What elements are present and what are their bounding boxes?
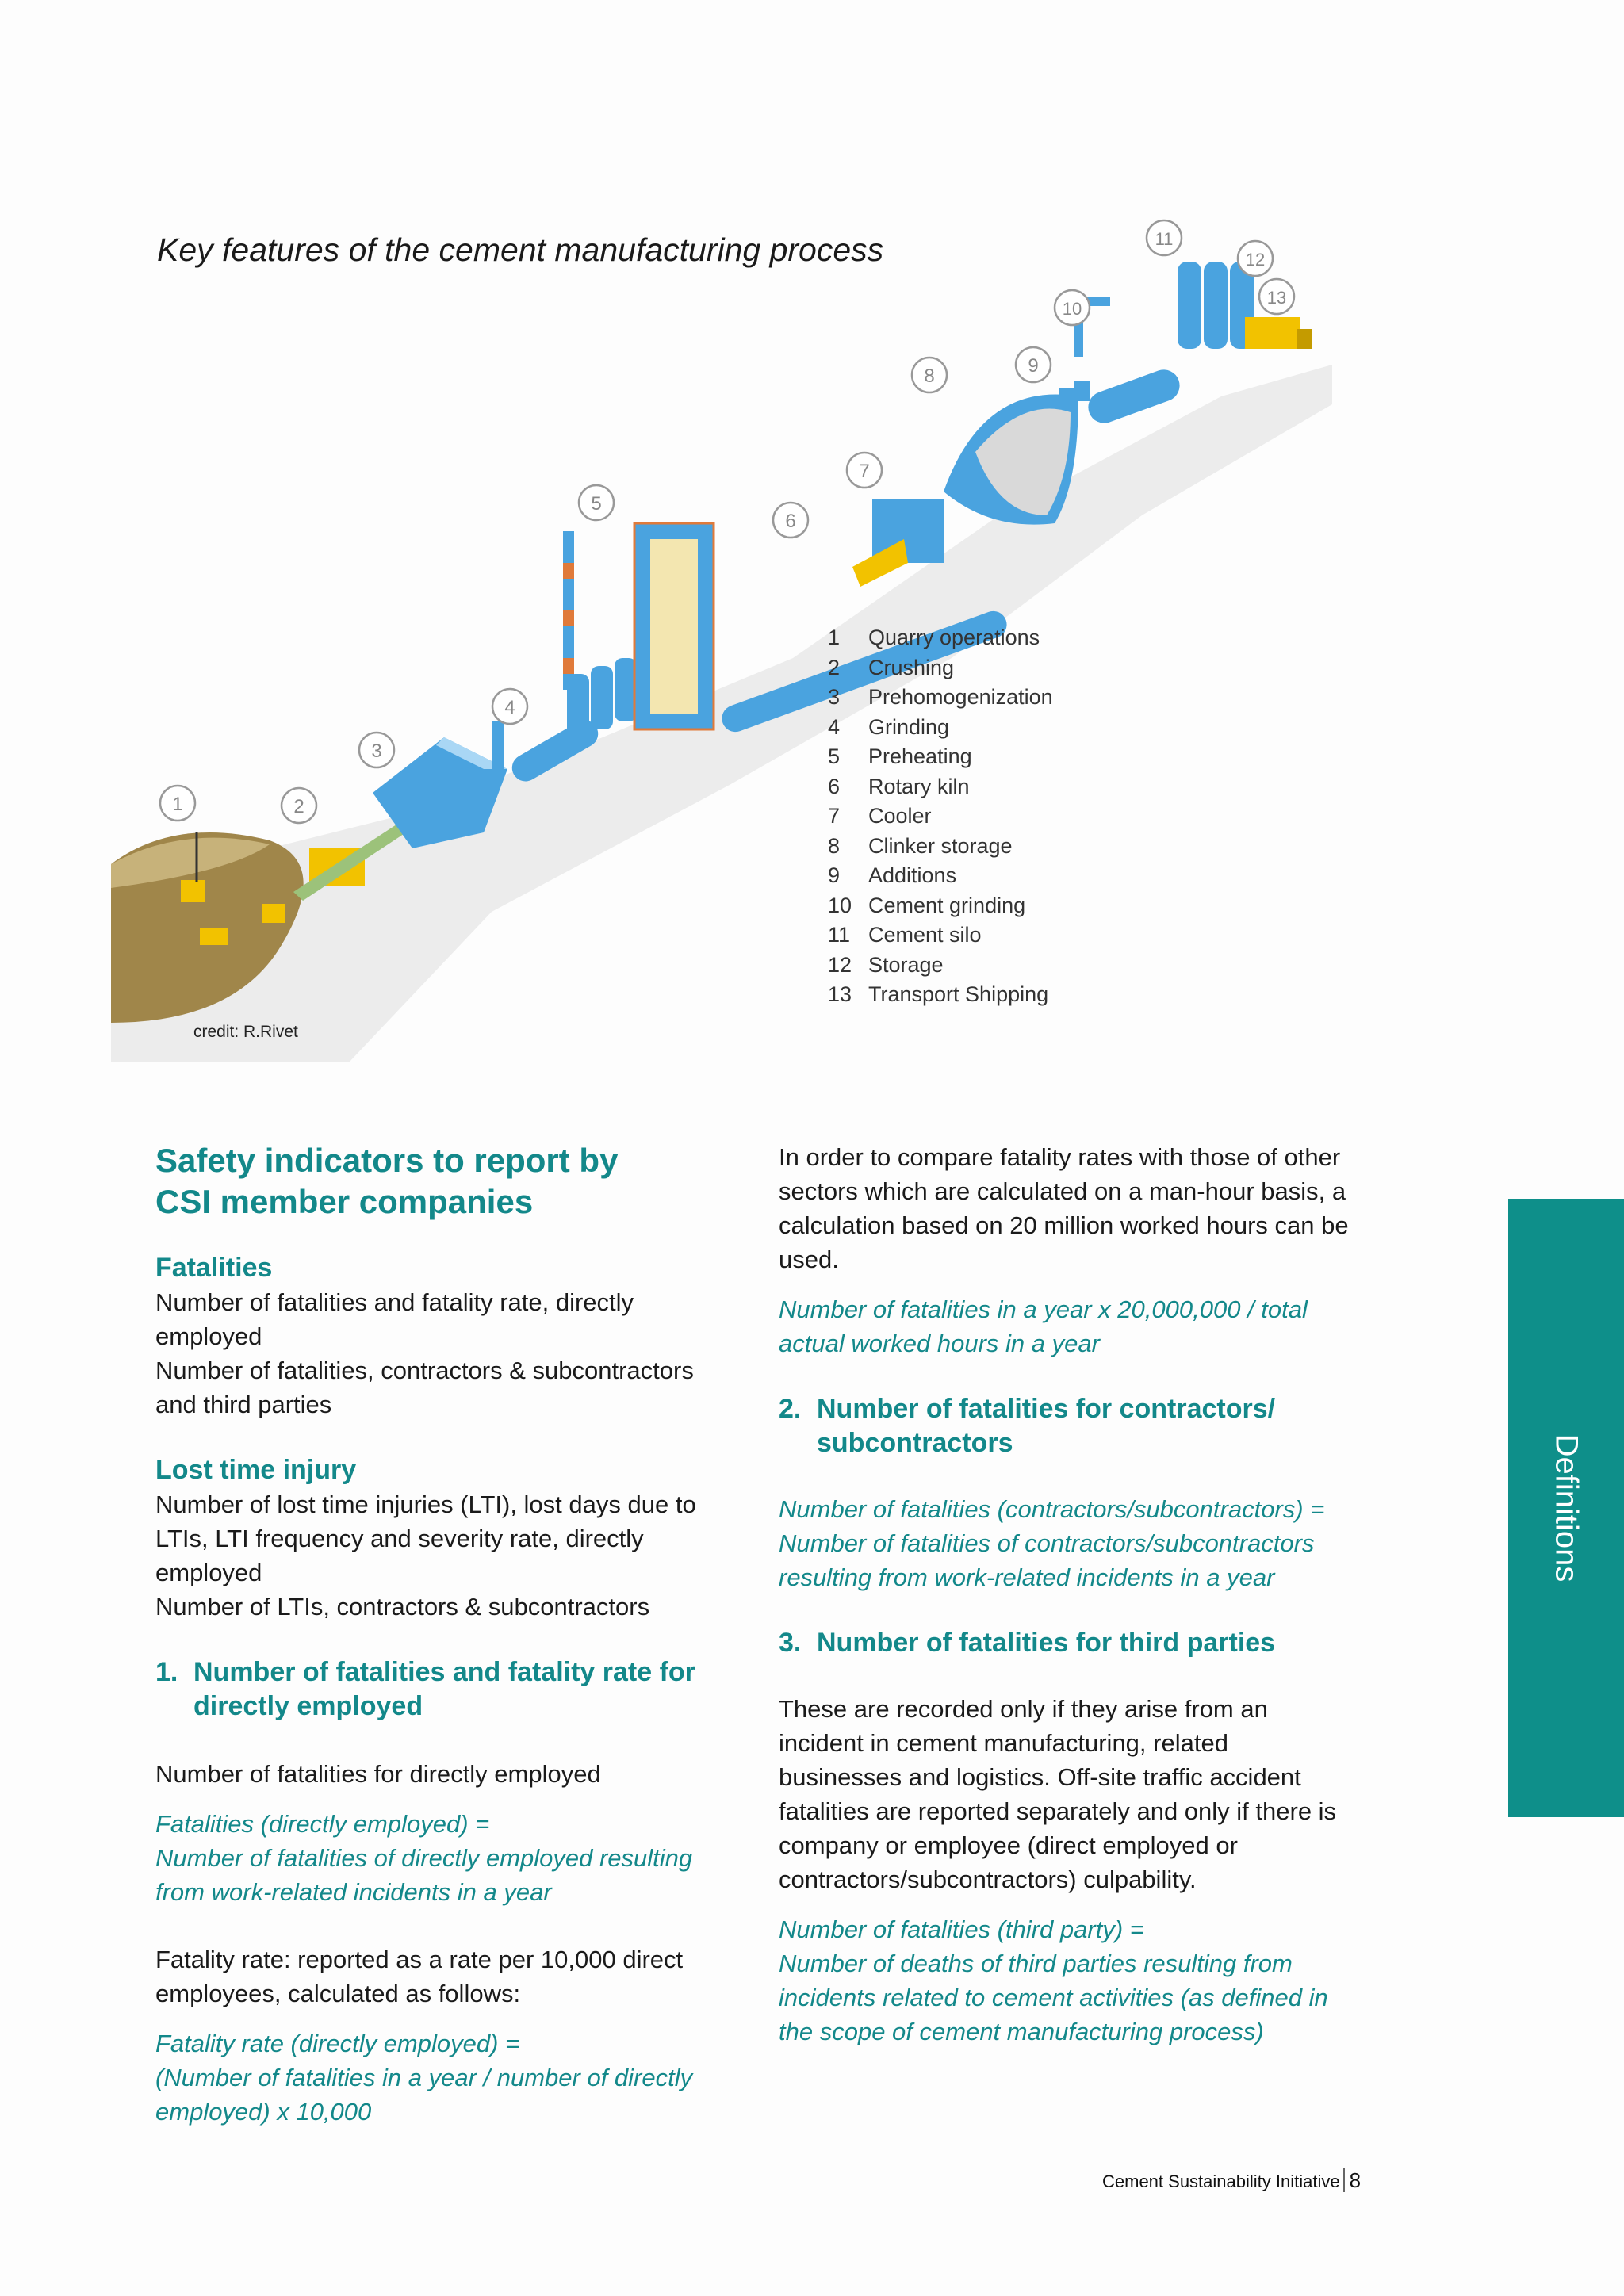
legend-item: 4 Grinding bbox=[828, 714, 950, 739]
legend-item: 8 Clinker storage bbox=[828, 833, 1013, 858]
lti-text-1: Number of lost time injuries (LTI), lost days due to LTIs, LTI frequency and severity rate, directly employed bbox=[155, 1490, 696, 1586]
svg-text:2: 2 bbox=[293, 796, 304, 817]
quarry-truck bbox=[200, 928, 228, 945]
definitions-side-tab[interactable] bbox=[1508, 1199, 1624, 1817]
svg-text:8: 8 bbox=[924, 365, 935, 387]
marker-12 bbox=[1238, 241, 1273, 276]
legend-item: 6 Rotary kiln bbox=[828, 774, 970, 798]
marker-10 bbox=[1055, 290, 1090, 325]
section-2-heading: 2. Number of fatalities for contractors/ subcontractors bbox=[779, 1394, 1276, 1458]
footer-text: Cement Sustainability Initiative bbox=[1102, 2172, 1340, 2191]
marker-13 bbox=[1259, 279, 1294, 314]
svg-text:1: 1 bbox=[172, 794, 183, 815]
section-3-text: These are recorded only if they arise from an incident in cement manufacturing, related businesses and logistics. Off-site traffic accident fatalities are reported separately and only if there is company or employee (direct employed or contractors/subcontractors) culpability. bbox=[779, 1695, 1337, 1893]
marker-5 bbox=[579, 485, 614, 520]
raw-silos bbox=[567, 658, 637, 737]
page-number: 8 bbox=[1343, 2168, 1361, 2192]
section-1-text: Number of fatalities for directly employed bbox=[155, 1760, 601, 1788]
marker-6 bbox=[773, 503, 808, 538]
page-footer bbox=[1102, 2168, 1361, 2193]
marker-7 bbox=[847, 453, 882, 488]
section-1-formula: Number of fatalities of directly employed resulting from work-related incidents in a year bbox=[155, 1844, 693, 1906]
legend-item: 7 Cooler bbox=[828, 804, 932, 828]
svg-text:4: 4 bbox=[504, 697, 515, 718]
legend-item: 1 Quarry operations bbox=[828, 626, 1040, 649]
lti-text-2: Number of LTIs, contractors & subcontractors bbox=[155, 1593, 650, 1621]
diagram-title: Key features of the cement manufacturing process bbox=[157, 232, 884, 268]
loader bbox=[262, 904, 285, 923]
floor-shadow bbox=[111, 365, 1332, 1062]
section-3-formula: Number of deaths of third parties resulting from incidents related to cement activities (as defined in the scope of cement manufacturing process) bbox=[779, 1950, 1328, 2045]
svg-text:3: 3 bbox=[371, 740, 382, 762]
legend-item: 10 Cement grinding bbox=[828, 893, 1026, 917]
section-1-formula-label: Fatalities (directly employed) = bbox=[155, 1810, 490, 1838]
process-legend bbox=[828, 623, 1053, 1010]
marker-2 bbox=[282, 788, 316, 823]
marker-1 bbox=[160, 786, 195, 821]
svg-text:12: 12 bbox=[1245, 250, 1266, 270]
section-3-formula-label: Number of fatalities (third party) = bbox=[779, 1915, 1144, 1943]
section-2-formula: Number of fatalities of contractors/subcontractors resulting from work-related incidents in a year bbox=[779, 1529, 1315, 1591]
section-2-formula-label: Number of fatalities (contractors/subcontractors) = bbox=[779, 1495, 1325, 1523]
shipping-truck bbox=[1245, 317, 1300, 349]
section-heading: Safety indicators to report by CSI member companies bbox=[155, 1142, 619, 1220]
fatalities-text-2: Number of fatalities, contractors & subcontractors and third parties bbox=[155, 1357, 694, 1418]
legend-item: 12 Storage bbox=[828, 952, 944, 977]
fatalities-text-1: Number of fatalities and fatality rate, directly employed bbox=[155, 1288, 634, 1350]
right-column bbox=[779, 1140, 1350, 2049]
rate-text: Fatality rate: reported as a rate per 10,000 direct employees, calculated as follows: bbox=[155, 1946, 684, 2007]
intro-formula: Number of fatalities in a year x 20,000,000 / total actual worked hours in a year bbox=[779, 1295, 1308, 1357]
rate-formula: (Number of fatalities in a year / number of directly employed) x 10,000 bbox=[155, 2064, 693, 2126]
marker-8 bbox=[912, 358, 947, 392]
section-3-heading: 3. Number of fatalities for third parties bbox=[779, 1628, 1276, 1658]
marker-11 bbox=[1147, 220, 1182, 255]
svg-text:13: 13 bbox=[1266, 288, 1287, 308]
cement-silos bbox=[1178, 262, 1254, 349]
intro-text: In order to compare fatality rates with those of other sectors which are calculated on a man-hour basis, a calculation based on 20 million worked hours can be used. bbox=[779, 1143, 1349, 1273]
marker-3 bbox=[359, 733, 394, 767]
legend-item: 11 Cement silo bbox=[828, 923, 982, 947]
legend-item: 5 Preheating bbox=[828, 744, 972, 768]
svg-text:10: 10 bbox=[1062, 299, 1082, 319]
svg-text:7: 7 bbox=[859, 461, 870, 482]
left-column bbox=[155, 1140, 726, 2129]
marker-9 bbox=[1016, 347, 1051, 382]
legend-item: 13 Transport Shipping bbox=[828, 982, 1049, 1006]
side-tab-label: Definitions bbox=[1549, 1433, 1584, 1582]
cement-process-illustration bbox=[111, 214, 1348, 1070]
section-1-heading: 1. Number of fatalities and fatality rate for directly employed bbox=[155, 1657, 695, 1721]
quarry-drill bbox=[181, 880, 205, 902]
lti-heading: Lost time injury bbox=[155, 1455, 357, 1485]
svg-text:5: 5 bbox=[591, 493, 602, 515]
legend-item: 9 Additions bbox=[828, 863, 957, 887]
svg-text:9: 9 bbox=[1028, 355, 1039, 377]
svg-text:6: 6 bbox=[785, 511, 796, 532]
legend-item: 3 Prehomogenization bbox=[828, 685, 1053, 709]
illustration-credit: credit: R.Rivet bbox=[193, 1023, 298, 1041]
marker-4 bbox=[492, 689, 527, 724]
svg-text:11: 11 bbox=[1155, 229, 1174, 249]
legend-item: 2 Crushing bbox=[828, 655, 955, 679]
fatalities-heading: Fatalities bbox=[155, 1253, 273, 1283]
rate-formula-label: Fatality rate (directly employed) = bbox=[155, 2030, 520, 2057]
